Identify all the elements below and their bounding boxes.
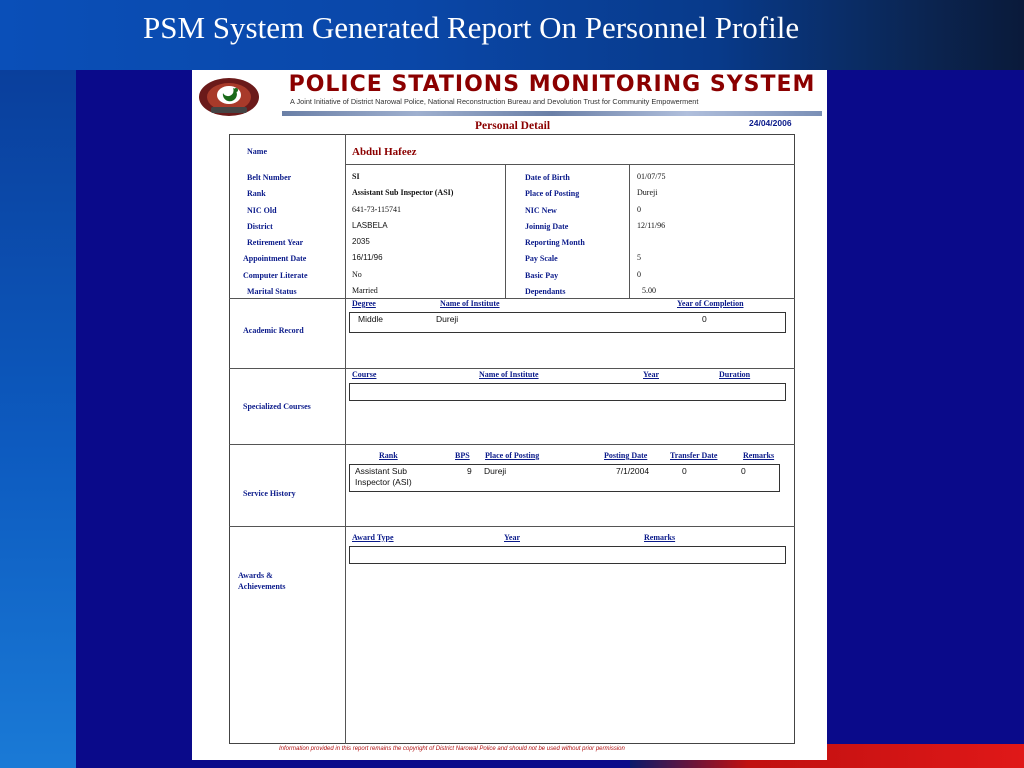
service-posting-date-header: Posting Date bbox=[604, 451, 648, 460]
academic-row-box bbox=[349, 312, 786, 333]
course-duration-header: Duration bbox=[719, 370, 751, 379]
pay-scale-label: Pay Scale bbox=[525, 254, 558, 263]
service-bps-cell: 9 bbox=[467, 466, 472, 476]
slide-title-bar bbox=[0, 0, 1024, 70]
header-decor-stripe bbox=[282, 111, 822, 116]
divider bbox=[229, 368, 795, 369]
retirement-year-value: 2035 bbox=[352, 237, 370, 246]
computer-literate-value: No bbox=[352, 270, 362, 279]
service-posting-header: Place of Posting bbox=[485, 451, 540, 460]
academic-institute-cell: Dureji bbox=[436, 314, 459, 324]
service-history-label: Service History bbox=[243, 489, 296, 498]
label-column-divider bbox=[345, 134, 346, 744]
courses-row-box bbox=[349, 383, 786, 401]
academic-record-label: Academic Record bbox=[243, 326, 304, 335]
report-date: 24/04/2006 bbox=[749, 118, 792, 128]
award-remarks-header: Remarks bbox=[644, 533, 676, 542]
district-label: District bbox=[247, 222, 273, 231]
service-remarks-cell: 0 bbox=[741, 466, 746, 476]
slide-title: PSM System Generated Report On Personnel Profile bbox=[143, 10, 800, 45]
detail-frame bbox=[229, 134, 795, 744]
belt-number-label: Belt Number bbox=[247, 173, 292, 182]
awards-row-box bbox=[349, 546, 786, 564]
divider bbox=[229, 444, 795, 445]
academic-year-header: Year of Completion bbox=[677, 299, 744, 308]
left-decor-band bbox=[0, 70, 76, 768]
service-transfer-date-header: Transfer Date bbox=[670, 451, 718, 460]
belt-number-value: SI bbox=[352, 172, 360, 181]
basic-pay-label: Basic Pay bbox=[525, 271, 559, 280]
service-row-box bbox=[349, 464, 780, 492]
place-of-posting-value: Dureji bbox=[637, 188, 658, 197]
copyright-footer: Information provided in this report remains the copyright of District Narowal Police and should not be used without prior permission bbox=[279, 746, 625, 752]
marital-status-label: Marital Status bbox=[247, 287, 297, 296]
appointment-date-label: Appointment Date bbox=[243, 254, 307, 263]
name-label: Name bbox=[247, 147, 267, 156]
police-emblem-icon bbox=[196, 73, 262, 117]
award-type-header: Award Type bbox=[352, 533, 394, 542]
service-rank-header: Rank bbox=[379, 451, 398, 460]
divider bbox=[505, 164, 506, 298]
reporting-month-label: Reporting Month bbox=[525, 238, 585, 247]
date-of-birth-value: 01/07/75 bbox=[637, 172, 666, 181]
name-value: Abdul Hafeez bbox=[352, 146, 417, 158]
dependants-value: 5.00 bbox=[642, 286, 656, 295]
divider bbox=[345, 164, 795, 165]
course-institute-header: Name of Institute bbox=[479, 370, 539, 379]
divider bbox=[229, 526, 795, 527]
place-of-posting-label: Place of Posting bbox=[525, 189, 580, 198]
service-posting-cell: Dureji bbox=[484, 466, 507, 476]
service-bps-header: BPS bbox=[455, 451, 470, 460]
rank-label: Rank bbox=[247, 189, 266, 198]
academic-year-cell: 0 bbox=[702, 314, 707, 324]
joining-date-label: Joinnig Date bbox=[525, 222, 569, 231]
retirement-year-label: Retirement Year bbox=[247, 238, 304, 247]
report-system-subtitle: A Joint Initiative of District Narowal Police, National Reconstruction Bureau and Devolution Trust for Community Empowerment bbox=[290, 97, 699, 106]
section-title: Personal Detail bbox=[475, 120, 551, 132]
appointment-date-value: 16/11/96 bbox=[352, 253, 383, 262]
academic-institute-header: Name of Institute bbox=[440, 299, 500, 308]
pay-scale-value: 5 bbox=[637, 253, 641, 262]
date-of-birth-label: Date of Birth bbox=[525, 173, 570, 182]
awards-label: Awards & bbox=[238, 571, 273, 580]
marital-status-value: Married bbox=[352, 286, 378, 295]
service-remarks-header: Remarks bbox=[743, 451, 775, 460]
academic-degree-header: Degree bbox=[352, 299, 376, 308]
basic-pay-value: 0 bbox=[637, 270, 641, 279]
report-system-title: POLICE STATIONS MONITORING SYSTEM bbox=[288, 72, 816, 97]
service-rank-cell-line2: Inspector (ASI) bbox=[355, 477, 412, 487]
computer-literate-label: Computer Literate bbox=[243, 271, 308, 280]
service-posting-date-cell: 7/1/2004 bbox=[616, 466, 650, 476]
nic-old-label: NIC Old bbox=[247, 206, 277, 215]
award-year-header: Year bbox=[504, 533, 520, 542]
joining-date-value: 12/11/96 bbox=[637, 221, 666, 230]
achievements-label: Achievements bbox=[238, 582, 286, 591]
specialized-courses-label: Specialized Courses bbox=[243, 402, 311, 411]
district-value: LASBELA bbox=[352, 221, 388, 230]
academic-degree-cell: Middle bbox=[358, 314, 384, 324]
report-page bbox=[192, 70, 827, 760]
dependants-label: Dependants bbox=[525, 287, 566, 296]
nic-new-label: NIC New bbox=[525, 206, 557, 215]
rank-value: Assistant Sub Inspector (ASI) bbox=[352, 188, 454, 197]
divider bbox=[629, 164, 630, 298]
course-header: Course bbox=[352, 370, 377, 379]
service-rank-cell: Assistant Sub bbox=[355, 466, 407, 476]
course-year-header: Year bbox=[643, 370, 659, 379]
service-transfer-date-cell: 0 bbox=[682, 466, 687, 476]
nic-new-value: 0 bbox=[637, 205, 641, 214]
nic-old-value: 641-73-115741 bbox=[352, 205, 402, 214]
